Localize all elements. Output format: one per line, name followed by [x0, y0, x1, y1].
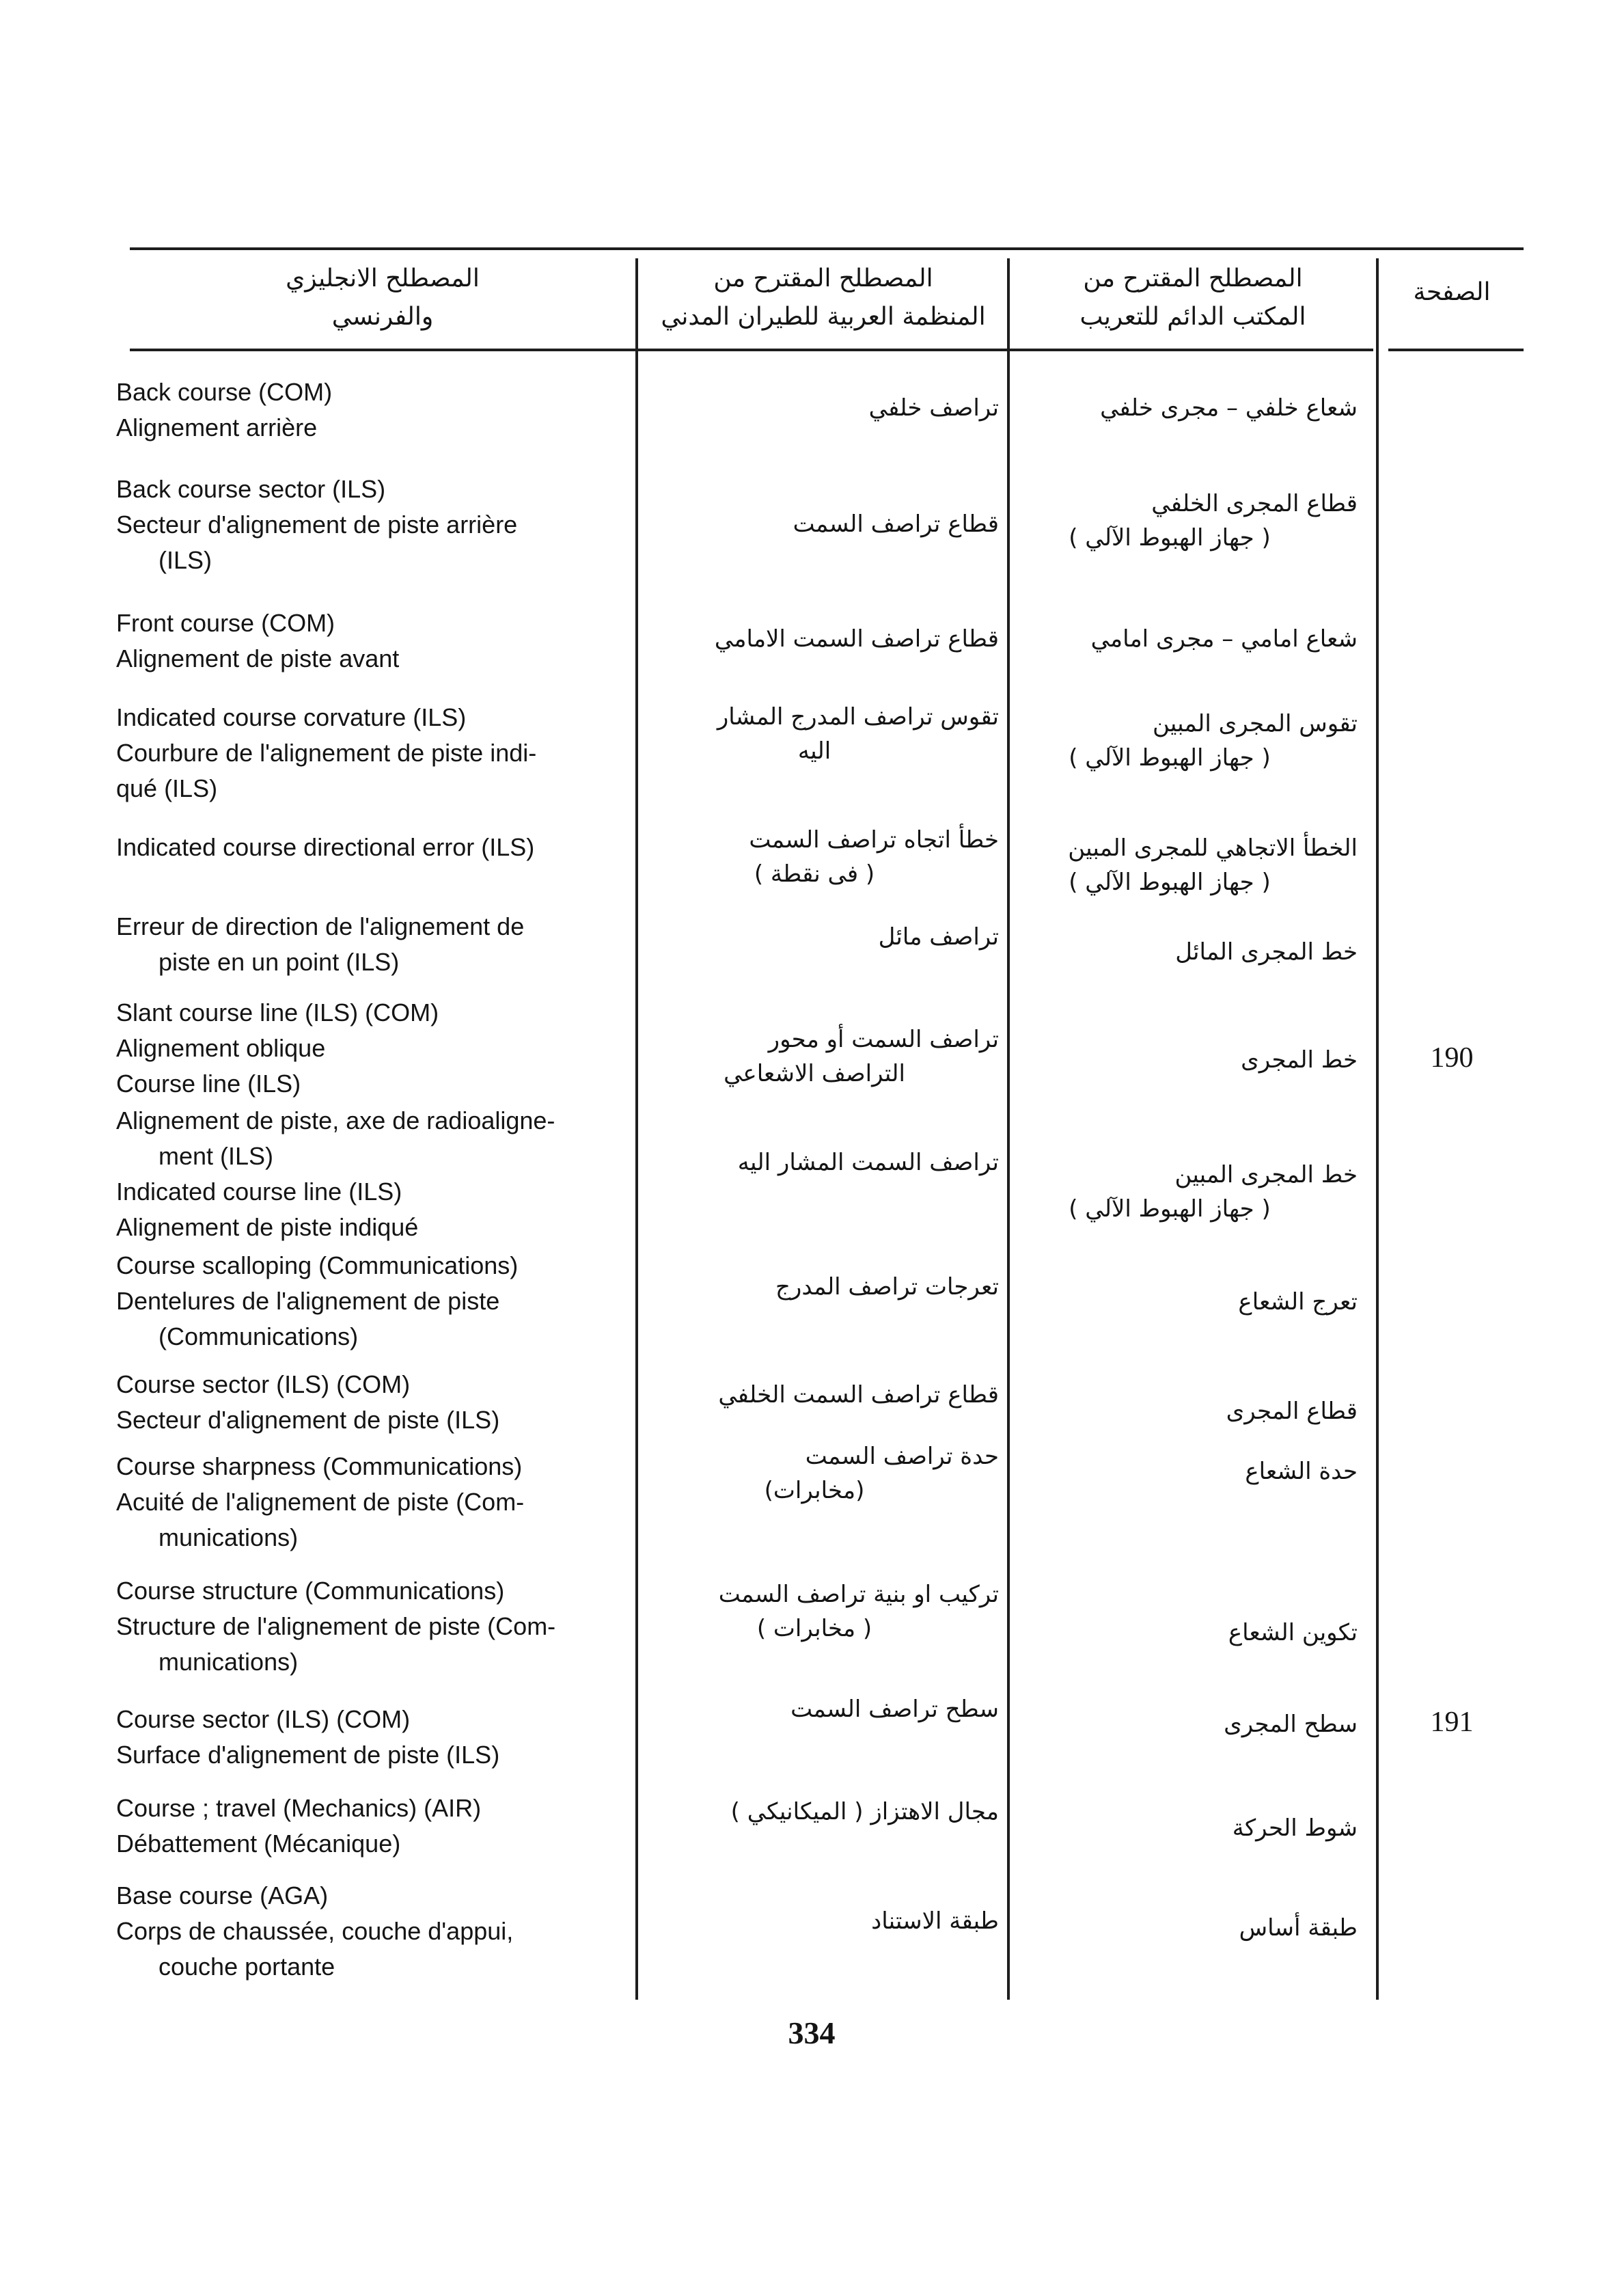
term-arabization-bureau-line: شعاع خلفي – مجرى خلفي	[1100, 394, 1358, 422]
term-english-french-line: Base course (AGA)	[116, 1881, 329, 1909]
term-english-french-line: Back course (COM)	[116, 378, 333, 406]
term-english-french-line: Alignement de piste avant	[116, 644, 400, 672]
term-arabization-bureau	[982, 1158, 1358, 1226]
term-english-french-line: munications)	[159, 1523, 299, 1551]
term-arabization-bureau	[982, 1707, 1358, 1741]
term-english-french-line: Course ; travel (Mechanics) (AIR)	[116, 1794, 482, 1822]
table-top-rule	[130, 247, 1524, 250]
term-english-french-line: Indicated course directional error (ILS)	[116, 833, 535, 861]
term-english-french-line: Front course (COM)	[116, 609, 335, 637]
term-aco	[630, 1904, 999, 1938]
term-aco	[630, 391, 999, 425]
term-english-french-line: Course structure (Communications)	[116, 1577, 505, 1605]
term-aco	[630, 1692, 999, 1726]
term-english-french-line: Secteur d'alignement de piste (ILS)	[116, 1406, 500, 1434]
header-page	[1387, 273, 1517, 312]
term-english-french-line: Débattement (Mécanique)	[116, 1830, 401, 1858]
term-aco-line: مجال الاهتزاز ( الميكانيكي )	[730, 1798, 999, 1825]
term-arabization-bureau	[982, 935, 1358, 969]
column-divider-3	[1376, 258, 1379, 2000]
term-aco-line: التراصف الاشعاعي	[724, 1060, 905, 1087]
term-aco-line: قطاع تراصف السمت	[793, 511, 999, 538]
term-aco-line: تعرجات تراصف المدرج	[775, 1273, 999, 1301]
term-aco-line: اليه	[797, 737, 831, 765]
term-english-french	[116, 1103, 635, 1245]
term-english-french-line: Alignement de piste indiqué	[116, 1213, 419, 1241]
term-english-french-line: ment (ILS)	[159, 1142, 274, 1170]
term-english-french-line: Alignement oblique	[116, 1034, 326, 1062]
term-arabization-bureau-line: تعرج الشعاع	[1238, 1288, 1358, 1316]
term-aco-line: سطح تراصف السمت	[790, 1696, 999, 1723]
term-english-french-line: (ILS)	[159, 546, 212, 574]
term-english-french	[116, 472, 635, 578]
term-aco	[630, 823, 999, 891]
term-arabization-bureau	[982, 1811, 1358, 1845]
term-arabization-bureau	[982, 1454, 1358, 1488]
term-english-french	[116, 1573, 635, 1680]
term-arabization-bureau-line: قطاع المجرى الخلفي	[1151, 490, 1358, 517]
header-arabization	[1013, 260, 1373, 336]
term-arabization-bureau-line: شوط الحركة	[1232, 1814, 1358, 1842]
term-aco	[630, 1439, 999, 1508]
term-english-french-line: Course line (ILS)	[116, 1070, 301, 1098]
header-aco-line-2: المنظمة العربية للطيران المدني	[661, 303, 986, 331]
term-english-french-line: Course scalloping (Communications)	[116, 1251, 519, 1279]
term-aco-line: طبقة الاستناد	[871, 1907, 999, 1935]
term-arabization-bureau	[982, 487, 1358, 555]
term-english-french	[116, 700, 635, 806]
term-aco-line: قطاع تراصف السمت الامامي	[714, 625, 999, 653]
term-arabization-bureau	[982, 1394, 1358, 1428]
term-english-french	[116, 1367, 635, 1438]
header-english-french-line-2: والفرنسي	[331, 303, 434, 331]
term-aco-line: (مخابرات)	[764, 1477, 865, 1504]
term-arabization-bureau-line: تقوس المجرى المبين	[1153, 710, 1358, 737]
header-aco-line-1: المصطلح المقترح من	[713, 264, 933, 293]
header-arabization-line-2: المكتب الدائم للتعريب	[1079, 303, 1306, 331]
term-aco	[630, 1795, 999, 1829]
term-arabization-bureau-line: ( جهاز الهبوط الآلي )	[1069, 744, 1271, 772]
term-aco	[630, 1022, 999, 1091]
term-arabization-bureau	[982, 622, 1358, 656]
term-english-french	[116, 1878, 635, 1985]
term-english-french-line: Alignement de piste, axe de radioaligne-	[116, 1106, 555, 1134]
term-english-french-line: Courbure de l'alignement de piste indi-	[116, 739, 537, 767]
term-english-french	[116, 1702, 635, 1773]
term-arabization-bureau	[982, 1043, 1358, 1077]
term-english-french	[116, 995, 635, 1102]
term-arabization-bureau-line: تكوين الشعاع	[1228, 1619, 1358, 1646]
term-arabization-bureau-line: طبقة أساس	[1239, 1914, 1358, 1942]
term-arabization-bureau	[982, 707, 1358, 775]
term-english-french-line: Alignement arrière	[116, 413, 318, 441]
term-aco	[630, 1270, 999, 1304]
term-aco-line: ( فى نقطة )	[754, 860, 875, 888]
term-english-french-line: Erreur de direction de l'alignement de	[116, 912, 525, 940]
term-arabization-bureau	[982, 831, 1358, 899]
term-arabization-bureau	[982, 391, 1358, 425]
term-english-french-line: Back course sector (ILS)	[116, 475, 386, 503]
term-aco-line: ( مخابرات )	[756, 1615, 872, 1642]
term-aco	[630, 507, 999, 541]
term-arabization-bureau	[982, 1616, 1358, 1650]
term-arabization-bureau-line: خط المجرى المبين	[1174, 1161, 1358, 1188]
term-english-french-line: Course sector (ILS) (COM)	[116, 1370, 411, 1398]
term-arabization-bureau-line: شعاع امامي – مجرى امامي	[1090, 625, 1358, 653]
term-english-french-line: qué (ILS)	[116, 774, 218, 802]
source-page-ref: 190	[1430, 1042, 1474, 1074]
term-english-french-line: Acuité de l'alignement de piste (Com-	[116, 1488, 525, 1516]
term-english-french-line: Slant course line (ILS) (COM)	[116, 998, 439, 1027]
term-english-french	[116, 909, 635, 980]
term-english-french-line: Corps de chaussée, couche d'appui,	[116, 1917, 514, 1945]
term-english-french	[116, 1248, 635, 1355]
term-english-french-line: munications)	[159, 1648, 299, 1676]
header-english-french	[137, 260, 629, 336]
term-english-french	[116, 1791, 635, 1862]
term-aco	[630, 1378, 999, 1412]
term-english-french	[116, 606, 635, 677]
term-english-french	[116, 1449, 635, 1555]
term-english-french-line: couche portante	[159, 1953, 335, 1981]
term-aco	[630, 1145, 999, 1180]
term-aco-line: تراصف السمت أو محور	[768, 1026, 999, 1053]
term-aco-line: تراصف السمت المشار اليه	[737, 1149, 999, 1176]
term-arabization-bureau	[982, 1285, 1358, 1319]
term-arabization-bureau-line: قطاع المجرى	[1226, 1398, 1358, 1425]
term-aco-line: تركيب او بنية تراصف السمت	[718, 1581, 999, 1608]
term-aco-line: تقوس تراصف المدرج المشار	[717, 703, 999, 731]
term-arabization-bureau	[982, 1911, 1358, 1945]
term-english-french-line: Secteur d'alignement de piste arrière	[116, 511, 518, 539]
header-english-french-line-1: المصطلح الانجليزي	[286, 264, 480, 293]
term-aco	[630, 920, 999, 954]
term-aco	[630, 622, 999, 656]
term-arabization-bureau-line: الخطأ الاتجاهي للمجرى المبين	[1068, 834, 1358, 862]
term-arabization-bureau-line: حدة الشعاع	[1245, 1458, 1358, 1485]
header-page-label: الصفحة	[1413, 278, 1491, 306]
term-english-french-line: piste en un point (ILS)	[159, 948, 400, 976]
term-aco	[630, 1577, 999, 1646]
term-arabization-bureau-line: خط المجرى المائل	[1175, 938, 1358, 966]
page-number: 334	[788, 2015, 836, 2050]
term-aco	[630, 700, 999, 768]
term-aco-line: تراصف مائل	[878, 923, 999, 951]
term-english-french	[116, 830, 635, 865]
term-english-french-line: Indicated course line (ILS)	[116, 1178, 402, 1206]
term-arabization-bureau-line: ( جهاز الهبوط الآلي )	[1069, 524, 1271, 552]
term-english-french	[116, 375, 635, 446]
term-arabization-bureau-line: خط المجرى	[1241, 1046, 1358, 1074]
header-bottom-rule-left	[130, 349, 1373, 351]
term-aco-line: تراصف خلفي	[868, 394, 999, 422]
term-english-french-line: Structure de l'alignement de piste (Com-	[116, 1612, 556, 1640]
term-arabization-bureau-line: ( جهاز الهبوط الآلي )	[1069, 869, 1271, 896]
source-page-ref: 191	[1430, 1707, 1474, 1738]
term-aco-line: خطأ اتجاه تراصف السمت	[749, 826, 999, 854]
term-english-french-line: Course sector (ILS) (COM)	[116, 1705, 411, 1733]
term-arabization-bureau-line: ( جهاز الهبوط الآلي )	[1069, 1195, 1271, 1223]
term-english-french-line: Indicated course corvature (ILS)	[116, 703, 467, 731]
term-aco-line: حدة تراصف السمت	[805, 1443, 999, 1470]
header-bottom-rule-page	[1388, 349, 1524, 351]
term-english-french-line: Dentelures de l'alignement de piste	[116, 1287, 500, 1315]
header-arabization-line-1: المصطلح المقترح من	[1083, 264, 1303, 293]
term-arabization-bureau-line: سطح المجرى	[1224, 1711, 1358, 1738]
term-english-french-line: Surface d'alignement de piste (ILS)	[116, 1741, 500, 1769]
term-aco-line: قطاع تراصف السمت الخلفي	[718, 1381, 999, 1409]
term-english-french-line: (Communications)	[159, 1322, 359, 1350]
term-english-french-line: Course sharpness (Communications)	[116, 1452, 523, 1480]
header-aco	[642, 260, 1004, 336]
